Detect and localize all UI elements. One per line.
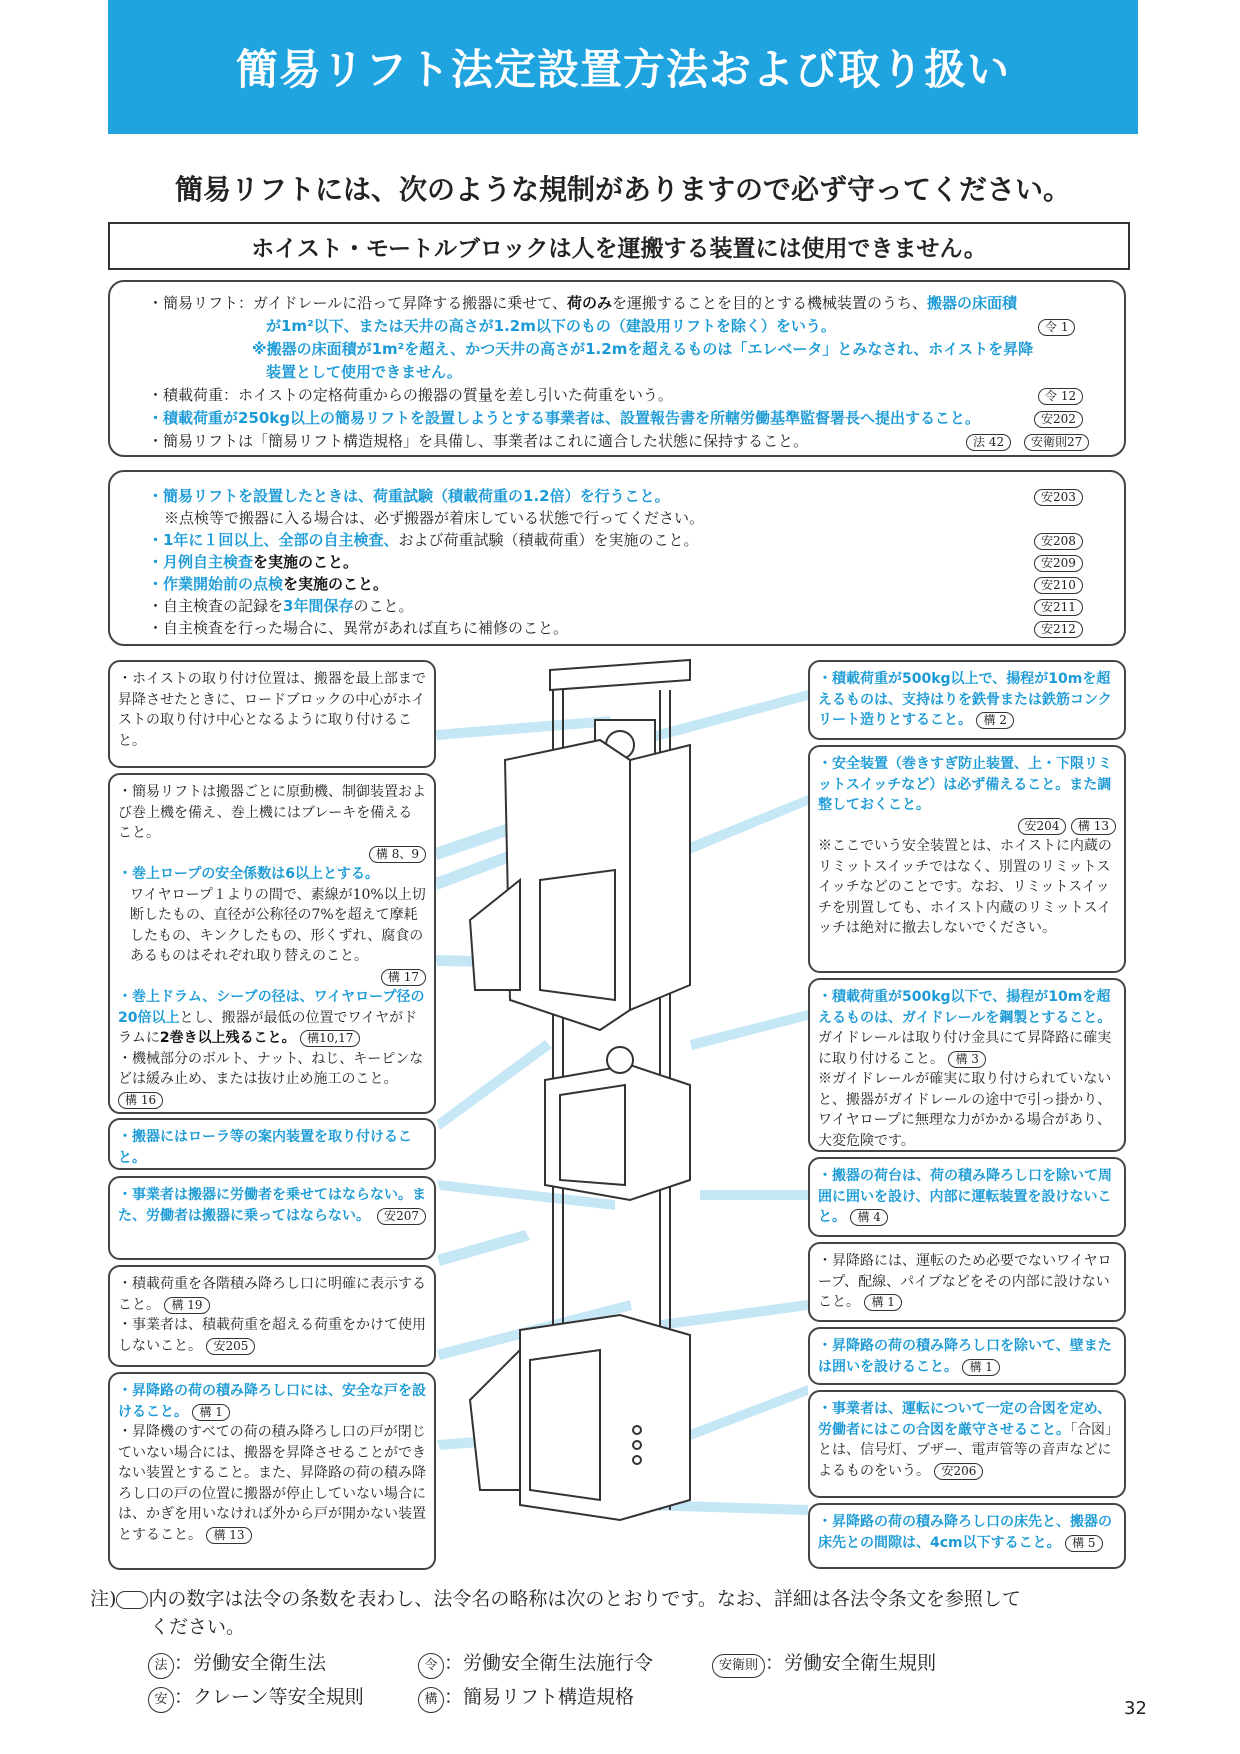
callout-text: とし、搬器が最低の位置でワイヤがドラムに: [118, 1009, 418, 1046]
law-tag: 構 17: [381, 969, 426, 986]
law-tag: 構 1: [864, 1294, 901, 1311]
def-line-1d: 搬器の床面積: [926, 294, 1017, 312]
callout-text: 「合図」とは、信号灯、ブザー、電声管等の音声などによるものをいう。: [818, 1421, 1112, 1479]
insp-line-5b: を実施のこと。: [283, 575, 389, 593]
law-tag: 構 19: [164, 1297, 209, 1314]
legend-item: [418, 1682, 634, 1713]
callout-text: ・昇降機のすべての荷の積み降ろし口の戸が閉じていない場合には、搬器を昇降させることができない装置とすること。また、昇降路の荷の積み降ろし口の戸の位置に搬器が停止していない場合には、かぎを用いなければ外から戸が開かない装置とすること。: [118, 1424, 426, 1543]
law-tag: 安211: [1034, 599, 1083, 616]
legend-item: [148, 1682, 364, 1713]
callout-car-enclosure: [808, 1157, 1126, 1237]
law-tag: 安203: [1034, 489, 1083, 506]
law-tag: 構 8、9: [369, 846, 426, 863]
footnote-line-2: ください。: [150, 1616, 246, 1638]
law-tag: 構 2: [976, 712, 1013, 729]
callout-hoistway-clear: [808, 1242, 1126, 1322]
law-tag: 安207: [377, 1208, 426, 1225]
insp-line-6: [148, 595, 413, 617]
callout-machinery: [108, 773, 436, 1114]
law-tag: 構 5: [1065, 1535, 1102, 1552]
footnote-prefix: 注): [90, 1588, 117, 1610]
def-line-7: ・簡易リフトは「簡易リフト構造規格」を具備し、事業者はこれに適合した状態に保持すること。: [148, 432, 809, 450]
insp-line-7: ・自主検査を行った場合に、異常があれば直ちに補修のこと。: [148, 619, 569, 637]
callout-text: ・巻上ドラム、シーブの径は、ワイヤロープ径の20倍以上: [118, 989, 425, 1026]
legend-text: ：クレーン等安全規則: [174, 1686, 364, 1708]
warning-box: ホイスト・モートルブロックは人を運搬する装置には使用できません。: [108, 222, 1130, 270]
callout-safety-device: [808, 745, 1126, 973]
footnote-text: 内の数字は法令の条数を表わし、法令名の略称は次のとおりです。なお、詳細は各法令条文を参照して: [148, 1588, 1021, 1610]
legend-symbol: 安: [148, 1687, 174, 1713]
footnote: [90, 1584, 1140, 1614]
insp-line-4b: を実施のこと。: [253, 553, 359, 571]
callout-guide-rail: [808, 978, 1126, 1152]
law-tag: 構 3: [948, 1051, 985, 1068]
callout-text: ・簡易リフトは搬器ごとに原動機、制御装置および巻上機を備え、巻上機にはブレーキを備えること。: [118, 784, 426, 841]
insp-line-6a: ・自主検査の記録を: [148, 597, 284, 615]
callout-floor-gap: [808, 1503, 1126, 1569]
callout-text: ガイドレールは取り付け金具にて昇降路に確実に取り付けること。: [818, 1030, 1112, 1067]
law-tag: 令 1: [1038, 319, 1075, 336]
def-line-6: ・積載荷重が250kg以上の簡易リフトを設置しようとする事業者は、設置報告書を所轄労働基準監督署長へ提出すること。: [148, 409, 981, 427]
legend-text: ：労働安全衛生規則: [765, 1652, 937, 1674]
callout-text: 2巻き以上残ること。: [159, 1030, 296, 1046]
insp-line-4a: ・月例自主検査: [148, 553, 254, 571]
callout-text: ・機械部分のボルト、ナット、ねじ、キーピンなどは緩み止め、または抜け止め施工のこと。: [118, 1050, 424, 1087]
callout-text: ※ここでいう安全装置とは、ホイストに内蔵のリミットスイッチではなく、別置のリミットスイッチなどのことです。なお、リミットスイッチを別置しても、ホイスト内蔵のリミットスイッチは絶対に撤去しないでください。: [818, 838, 1112, 936]
law-tag: 構 13: [1071, 818, 1116, 835]
callout-text: ・搬器にはローラ等の案内装置を取り付けること。: [118, 1129, 412, 1166]
callout-guide-rollers: [108, 1118, 436, 1170]
legend-item: [148, 1648, 326, 1679]
page-title: 簡易リフト法定設置方法および取り扱い: [235, 45, 1010, 94]
callout-text: ・昇降路の荷の積み降ろし口を除いて、壁または囲いを設けること。: [818, 1338, 1112, 1375]
callout-text: ・搬器の荷台は、荷の積み降ろし口を除いて周囲に囲いを設け、内部に運転装置を設けないこと。: [818, 1168, 1112, 1225]
def-line-1c: を運搬することを目的とする機械装置のうち、: [611, 294, 927, 312]
insp-line-6b: 3年間保存: [283, 597, 354, 615]
callout-text: ・事業者は、積載荷重を超える荷重をかけて使用しないこと。: [118, 1317, 426, 1354]
law-tag: 構 13: [206, 1527, 251, 1544]
insp-line-1: ・簡易リフトを設置したときは、荷重試験（積載荷重の1.2倍）を行うこと。: [148, 487, 670, 505]
legend-item: [418, 1648, 653, 1679]
callout-text: ・ホイストの取り付け位置は、搬器を最上部まで昇降させたときに、ロードブロックの中心がホイストの取り付け中心となるように取り付けること。: [118, 671, 426, 749]
callout-support-beam: [808, 660, 1126, 740]
def-line-2: が1m²以下、または天井の高さが1.2m以下のもの（建設用リフトを除く）をいう。: [266, 317, 836, 335]
legend-text: ：簡易リフト構造規格: [444, 1686, 635, 1708]
insp-line-3b: および荷重試験（積載荷重）を実施のこと。: [398, 531, 699, 549]
callout-text: ・事業者は、運転について一定の合図を定め、労働者にはこの合図を厳守させること。: [818, 1401, 1112, 1438]
law-tag: 構 16: [118, 1092, 163, 1109]
def-line-3: ※搬器の床面積が1m²を超え、かつ天井の高さが1.2mを超えるものは「エレベータ」とみなされ、ホイストを昇降: [252, 340, 1034, 358]
callout-hoistway-wall: [808, 1327, 1126, 1385]
law-tag: 安208: [1034, 533, 1083, 550]
callout-text: ・事業者は搬器に労働者を乗せてはならない。また、労働者は搬器に乗ってはならない。: [118, 1187, 426, 1224]
title-band: [108, 0, 1138, 134]
callout-load-display: [108, 1265, 436, 1367]
callout-text: ・積載荷重が500kg以上で、揚程が10mを超えるものは、支持はりを鉄骨または鉄筋コンクリート造りとすること。: [818, 671, 1112, 728]
callout-text: ・昇降路の荷の積み降ろし口には、安全な戸を設けること。: [118, 1383, 426, 1420]
def-line-1b: 荷のみ: [566, 294, 612, 312]
def-line-4: 装置として使用できません。: [266, 363, 462, 381]
law-tag: 安206: [934, 1463, 983, 1480]
legend-symbol: 法: [148, 1653, 174, 1679]
law-tag: 安209: [1034, 555, 1083, 572]
insp-line-5a: ・作業開始前の点検: [148, 575, 284, 593]
def-line-5: ・積載荷重：ホイストの定格荷重からの搬器の質量を差し引いた荷重をいう。: [148, 386, 673, 404]
law-tag: 安204: [1018, 818, 1067, 835]
legend-symbol: 構: [418, 1687, 444, 1713]
callout-text: ・安全装置（巻きすぎ防止装置、上・下限リミットスイッチなど）は必ず備えること。また調整しておくこと。: [818, 756, 1112, 813]
law-tag: 構 1: [962, 1359, 999, 1376]
legend-text: ：労働安全衛生法: [174, 1652, 327, 1674]
page-subtitle: 簡易リフトには、次のような規制がありますので必ず守ってください。: [174, 173, 1071, 206]
callout-text: ※ガイドレールが確実に取り付けられていないと、搬器がガイドレールの途中で引っ掛かり、ワイヤロープに無理な力がかかる場合があり、大変危険です。: [818, 1071, 1112, 1149]
callout-signals: [808, 1390, 1126, 1498]
law-tag: 安202: [1034, 411, 1083, 428]
law-tag: 安210: [1034, 577, 1083, 594]
page-number: 32: [1124, 1698, 1147, 1719]
insp-line-4: [148, 551, 358, 573]
law-tag: 安212: [1034, 621, 1083, 638]
legend-symbol: 安衛則: [712, 1654, 765, 1678]
callout-no-riders: [108, 1176, 436, 1260]
insp-line-5: [148, 573, 388, 595]
insp-line-2: ※点検等で搬器に入る場合は、必ず搬器が着床している状態で行ってください。: [164, 509, 705, 527]
callout-text: ・積載荷重を各階積み降ろし口に明確に表示すること。: [118, 1276, 426, 1313]
insp-line-3a: ・1年に１回以上、全部の自主検査、: [148, 531, 399, 549]
law-tag: 令 12: [1038, 388, 1083, 405]
callout-text: ・積載荷重が500kg以下で、揚程が10mを超えるものは、ガイドレールを鋼製とすること。: [818, 989, 1112, 1026]
law-tag: 安衛則27: [1024, 434, 1089, 451]
callout-text: ・昇降路の荷の積み降ろし口の床先と、搬器の床先との間隙は、4cm以下すること。: [818, 1514, 1112, 1551]
callout-text: ワイヤロープ１よりの間で、素線が10%以上切断したもの、直径が公称径の7%を超えて摩耗したもの、キンクしたもの、形くずれ、腐食のあるものはそれぞれ取り替えのこと。: [130, 886, 426, 964]
tag-sample-icon: [116, 1591, 148, 1609]
legend-symbol: 令: [418, 1653, 444, 1679]
law-tag: 構10,17: [300, 1030, 360, 1047]
law-tag: 法 42: [966, 434, 1011, 451]
callout-text: ・昇降路には、運転のため必要でないワイヤロープ、配線、パイプなどをその内部に設けないこと。: [818, 1253, 1112, 1310]
callout-text: ・巻上ロープの安全係数は6以上とする。: [118, 866, 380, 882]
legend-item: [712, 1648, 936, 1678]
law-tag: 構 4: [850, 1209, 887, 1226]
insp-line-6c: のこと。: [353, 597, 414, 615]
law-tag: 構 1: [192, 1404, 229, 1421]
callout-hoist-position: [108, 660, 436, 768]
law-tag: 安205: [206, 1338, 255, 1355]
insp-line-3: [148, 529, 698, 551]
callout-landing-doors: [108, 1372, 436, 1570]
def-line-1: [148, 292, 1017, 314]
def-line-1a: ・簡易リフト：ガイドレールに沿って昇降する搬器に乗せて、: [148, 294, 567, 312]
legend-text: ：労働安全衛生法施行令: [444, 1652, 654, 1674]
